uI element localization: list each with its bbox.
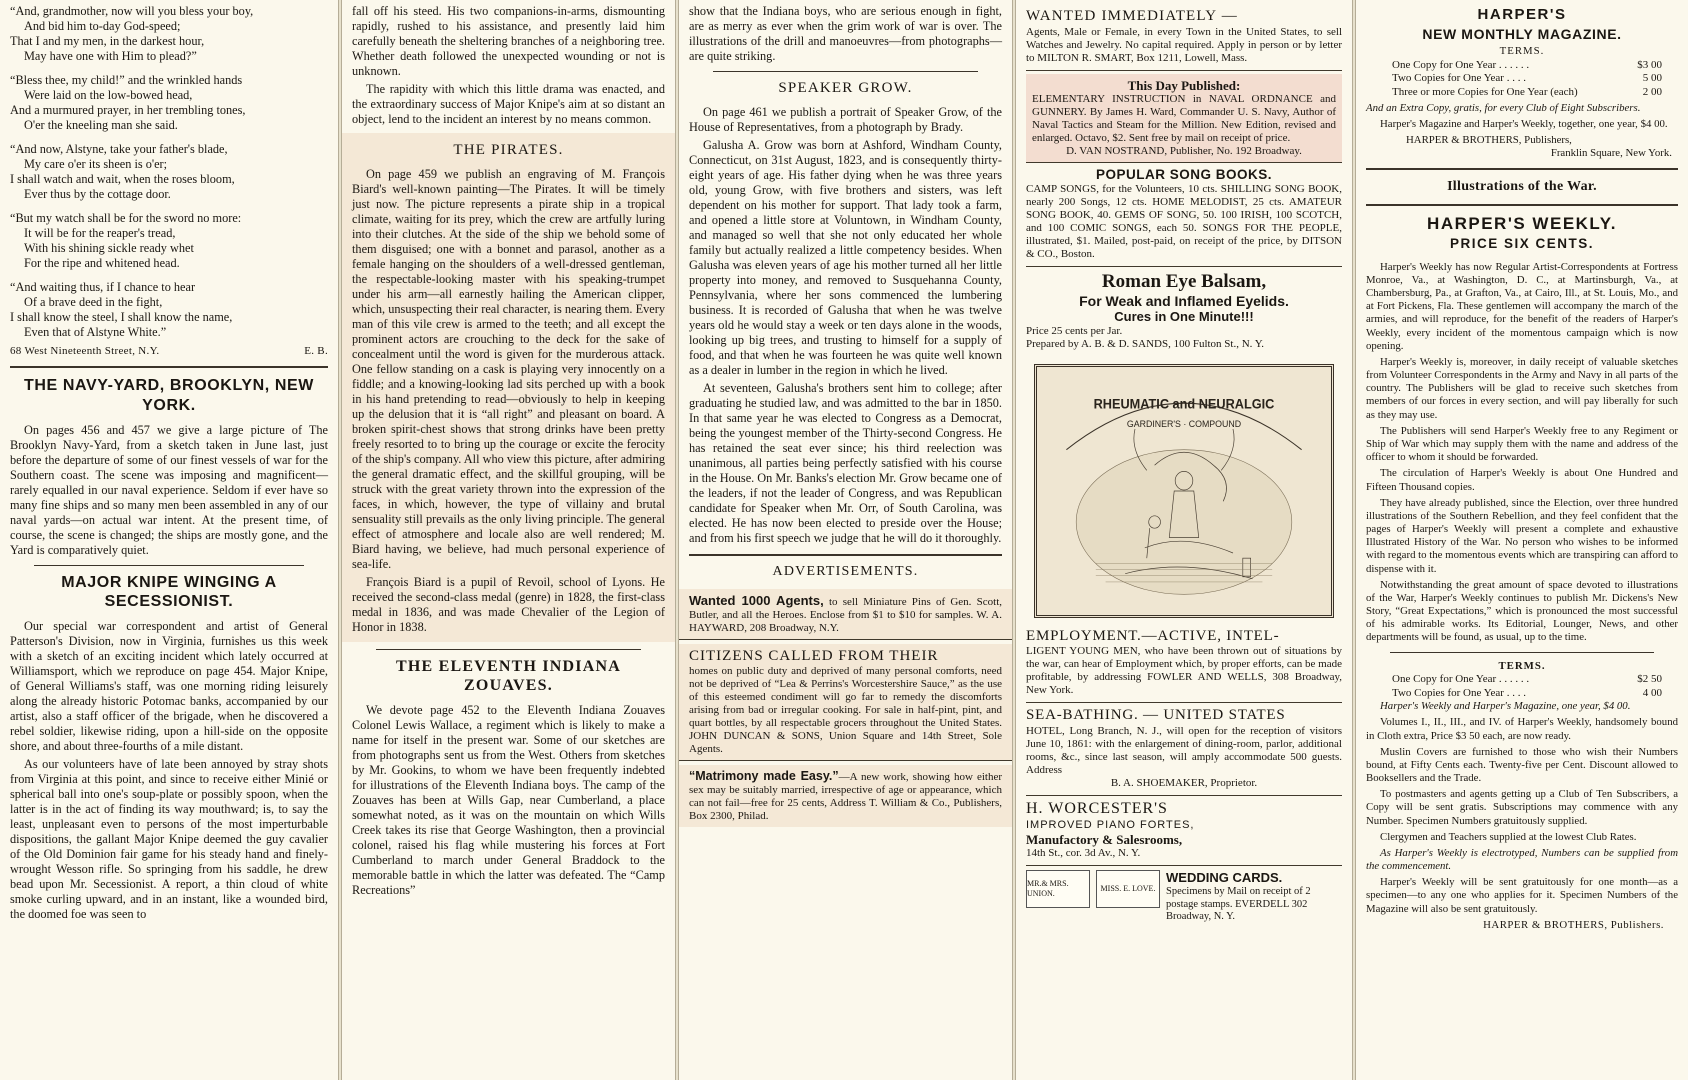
illustrations-heading: Illustrations of the War. <box>1447 179 1597 195</box>
speaker-grow-text-1: On page 461 we publish a portrait of Speaker Grow, of the House of Representatives, from a photograph by Brady. <box>689 105 1002 134</box>
divider <box>1366 204 1678 206</box>
pirates-text-2: François Biard is a pupil of Revoil, school of Lyons. He received the second-class medal (genre) in 1828, the first-class medal in 1836, and was made Chevalier of the Legion of Honor in 1838. <box>352 575 665 634</box>
divider <box>713 71 978 72</box>
knipe-continued: fall off his steed. His two companions-in-arms, dismounting rapidly, rushed to his assistance, and presently laid him carefully beneath the sheltering branches of a neighboring tree. Whether death followed the unexpected wounding or not is unknown. <box>352 4 665 78</box>
navy-yard-headline: THE NAVY-YARD, BROOKLYN, NEW YORK. <box>23 377 315 414</box>
divider <box>376 649 641 650</box>
pirates-text-1: On page 459 we publish an engraving of M. François Biard's well-known painting—The Pirates. It will be timely just now. The picture represents a pirate ship in a tropical climate, waiting for its prey, which the crew are artfully luring into their clutches. At the side of the ship we behold some of them disguised; one with a bonnet and parasol, another as a female hanging on the shoulders of a well-dressed gentleman, the respectable-looking master with his speaking-trumpet under his arm—all earnestly hailing the American clipper, which, unsuspecting their real character, is nearing them. Every man of this vile crew is armed to the teeth; and all except the prominent actors are crouching to the deck for the sake of concealment until the word is given for the murderous attack. One fellow standing on a cask is playing very innocently on a fiddle; and a knowing-looking lad sits perched up with a book in his hand pretending to read—obviously to help in keeping up the delusion that it is “all right” and pleasant on board. A broken spirit-chest shows that strong drinks have been pretty freely resorted to to bring up the courage or excite the ferocity of the ship's company. All who view this picture, after admiring the general dramatic effect, and the skillful grouping, will be struck with the great variety thrown into the expression of the faces, in which, however, the type of villainy and brutal sensuality still prevails as the only living principle. The general effect of atmosphere and locale also are well rendered; M. Biard having, we believe, had much personal experience of sea-life. <box>352 167 665 571</box>
weekly-description: Harper's Weekly has now Regular Artist-Correspondents at Fortress Monroe, Va., at Washington, D. C., at Martinsburgh, Va., at Chambersburg, Pa., at Grafton, Va., at Cairo, Ill., at St. Louis, Mo., and at Fort Pickens, Fla. These gentlemen will accompany the march of the armies, and will reproduce, for the benefit of the readers of Harper's Weekly, every incident of the momentous campaign which is now opening. Harper's Weekly is, moreover, in daily receipt of valuable sketches from Volunteer Correspondents in the Army and Navy in all parts of the country. The Publishers will be glad to receive such sketches from members of our forces in every section, and will pay liberally for such as they may use. The Publishers will send Harper's Weekly free to any Regiment or Ship of War which may supply them with the name and address of the officer to whom it should be forwarded. The circulation of Harper's Weekly is about One Hundred and Fifteen Thousand copies. They have already published, since the Election, over three hundred illustrations of the Southern Rebellion, and they feel confident that the pages of Harper's Weekly will present a complete and exhaustive Illustrated History of the War. No person who wishes to be informed with regard to the momentous events which are transpiring can afford to dispense with it. Notwithstanding the great amount of space devoted to illustrations of the War, Harper's Weekly continues to publish Mr. Dickens's New Story, “Great Expectations,” which is pronounced the most successful of his admirable works. Its Editorial, Lounger, News, and other departments will be found, as usual, up to the time. <box>1366 260 1678 644</box>
advertisements-headline: ADVERTISEMENTS. <box>772 564 919 579</box>
divider <box>689 554 1002 556</box>
major-knipe-headline: MAJOR KNIPE WINGING A SECESSIONIST. <box>61 573 277 610</box>
zouaves-continued: show that the Indiana boys, who are serious enough in fight, are as merry as ever when the grim work of war is over. The illustrations of the drill and manoeuvres—from photographs—are quite striking. <box>689 4 1002 63</box>
zouaves-text: We devote page 452 to the Eleventh Indiana Zouaves Colonel Lewis Wallace, a regiment which is likely to make a name for itself in the present war. Some of our sketches are from photographs sent us from the West. Others from sketches by Mr. Gookins, to whom we have been frequently indebted for illustrations of the Eleventh Indiana boys. The camp of the Zouaves has been at Wills Gap, near Cumberland, a place somewhat noted, as it was on the mountain on which Wills Creek takes its rise that George Washington, then a provincial colonel, raised his flag while mustering his forces at Fort Cumberland to march under General Braddock to the memorable battle in which the latter was defeated. The “Camp Recreations” <box>352 703 665 898</box>
engraving-illustration <box>1037 367 1331 615</box>
plate-title: RHEUMATIC and NEURALGIC <box>1093 395 1275 412</box>
ad-employment: EMPLOYMENT.—ACTIVE, INTEL- LIGENT YOUNG MEN, who have been thrown out of situations by the war, can hear of Employment which, by proper efforts, can be made profitable, by addressing FOWLER AND WELLS, 308 Broadway, New York. <box>1026 624 1342 704</box>
major-knipe-text-2: As our volunteers have of late been annoyed by stray shots from Virginia at this point, and since to receive either Minié or spherical ball into one's soup-plate or possibly spoon, when the latter is in the act of finding its way mouthward; is, to say the least, unpleasant even to persons of the most imperturbable dispositions, the gallant Major Knipe deemed the guy cavalier of the Old Dominion fair game for his steady hand and finely-wrought Wesson rifle. So springing from his saddle, he drew bead upon Mr. Secessionist. A report, a thin cloud of white smoke curling upward, and in an instant, like a wounded bird, the doomed foe was seen to <box>10 757 328 922</box>
terms-heading: TERMS. <box>1499 45 1545 58</box>
wedding-card-sample-1: MR.& MRS. UNION. <box>1026 870 1090 908</box>
navy-yard-text: On pages 456 and 457 we give a large picture of The Brooklyn Navy-Yard, from a sketch taken in June last, just before the departure of some of our finest vessels of war for the Southern coast. The scene was imposing and magnificent—rarely equalled in our naval experience. Seldom if ever have so many fine ships and so many men been assembled in any of our naval yards—on actual war intent. At the present time, of course, the scene is changed; the ships are mostly gone, and the Yard is comparatively quiet. <box>10 422 328 557</box>
weekly-terms: One Copy for One Year . . . . . . $2 50 Two Copies for One Year . . . . 4 00 <box>1392 672 1662 699</box>
publisher-name: HARPER & BROTHERS, Publishers, <box>1406 134 1572 147</box>
ad-citizens: CITIZENS CALLED FROM THEIR homes on public duty and deprived of many personal comforts, need not be deprived of “Lea & Perrins's Worcestershire Sauce,” as the use of this esteemed condiment will go far to remedy the discomforts arising from bad or irregular cooking. For sale in half-pint, pint, and quart bottles, by all respectable grocers throughout the United States. JOHN DUNCAN & SONS, Union Square and 14th Street, Sole Agents. <box>679 644 1012 761</box>
divider <box>1366 168 1678 170</box>
gardiners-compound-engraving <box>1034 364 1334 618</box>
ad-song-books: POPULAR SONG BOOKS. CAMP SONGS, for the Volunteers, 10 cts. SHILLING SONG BOOK, nearly 200 Songs, 12 cts. HOME MELODIST, 25 cts. AMATEUR SONG BOOK, 40. GEMS OF SONG, 50. 100 IRISH, 100 SCOTCH, and 100 COMIC SONGS, each 50. SONGS FOR THE PEOPLE, illustrated, $1. Mailed, post-paid, on receipt of the price, by DITSON & CO., Boston. <box>1026 163 1342 267</box>
poem-stanza-2: “Bless thee, my child!” and the wrinkled hands Were laid on the low-bowed head, And a murmured prayer, in her trembling tones, O'er the kneeling man she said. <box>10 73 246 132</box>
poem-signature <box>10 345 328 358</box>
divider <box>34 565 304 566</box>
ad-wanted-immediately: WANTED IMMEDIATELY — Agents, Male or Female, in every Town in the United States, to sell Watches and Jewelry. No capital required. Apply in person or by letter to MILTON R. SMART, Box 1211, Lowell, Mass. <box>1026 4 1342 71</box>
column-5 <box>1356 0 1688 1080</box>
column-1 <box>0 0 338 1080</box>
poem-stanza-4: “But my watch shall be for the sword no more: It will be for the reaper's tread, With his shining sickle ready whet For the ripe and whitened head. <box>10 211 242 270</box>
poem-stanza-3: “And now, Alstyne, take your father's blade, My care o'er its sheen is o'er; I shall watch and wait, when the roses bloom, Ever thus by the cottage door. <box>10 142 235 201</box>
ad-roman-eye-balsam: Roman Eye Balsam, For Weak and Inflamed Eyelids. Cures in One Minute!!! Price 25 cents per Jar. Prepared by A. B. & D. SANDS, 100 Fulton St., N. Y. <box>1026 270 1289 350</box>
ad-this-day-published: This Day Published: ELEMENTARY INSTRUCTION in NAVAL ORDNANCE and GUNNERY. By James H. Ward, Commander U. S. Navy, Author of Naval Tactics and Steam for the Million. New Edition, revised and enlarged. Octavo, $2. Sent free by mail on receipt of price. D. VAN NOSTRAND, Publisher, No. 192 Broadway. <box>1026 74 1342 163</box>
poem-address: 68 West Nineteenth Street, N.Y. <box>10 345 160 357</box>
ad-matrimony: “Matrimony made Easy.”—A new work, showing how either sex may be suitably married, irrespective of age or appearance, which can not fail—free for 25 cents, Address T. William & Co., Publishers, Box 2300, Philad. <box>679 765 1012 827</box>
magazine-terms: One Copy for One Year . . . . . . $3 00 Two Copies for One Year . . . . 5 00 Three or more Copies for One Year (each) 2 00 <box>1392 58 1662 99</box>
speaker-grow-text-3: At seventeen, Galusha's brothers sent him to college; after graduating he studied law, and was admitted to the bar in 1850. In that same year he was elected to Congress as a Democrat, being the youngest member of the Thirty-second Congress. He has retained the seat ever since; his third reelection was unanimous, all parties being perfectly satisfied with his course in the House. On Mr. Banks's election Mr. Grow became one of the leaders, if not the leader of Congress, and was Republican candidate for Speaker when Mr. Orr, of South Carolina, was elected. He has now been elected to preside over the House; and from his first speech we judge that he will do it thoroughly. <box>689 381 1002 545</box>
weekly-terms-heading: TERMS. <box>1498 659 1546 672</box>
monthly-magazine-title: NEW MONTHLY MAGAZINE. <box>1422 26 1622 43</box>
column-2 <box>342 0 675 1080</box>
magazine-combo: Harper's Magazine and Harper's Weekly, together, one year, $4 00. <box>1380 117 1668 130</box>
weekly-terms-text: Harper's Weekly and Harper's Magazine, one year, $4 00. Volumes I., II., III., and IV. of Harper's Weekly, handsomely bound in Cloth extra, Price $3 50 each, are now ready. Muslin Covers are furnished to those who wish their Numbers bound, at Fifty Cents each. Twenty-five per Cent. Discount allowed to Booksellers and the Trade. To postmasters and agents getting up a Club of Ten Subscribers, a Copy will be sent gratis. Subscriptions may commence with any Number. Specimen Numbers gratuitously supplied. Clergymen and Teachers supplied at the lowest Club Rates. As Harper's Weekly is electrotyped, Numbers can be supplied from the commencement. Harper's Weekly will be sent gratuitously for one month—as a specimen—to any one who applies for it. Specimen Numbers of the Magazine will also be sent gratuitously. <box>1366 700 1678 915</box>
publisher-address: Franklin Square, New York. <box>1550 147 1672 160</box>
column-3 <box>679 0 1012 1080</box>
plate-subtitle: GARDINER'S · COMPOUND <box>1126 418 1242 429</box>
wedding-card-sample-2: MISS. E. LOVE. <box>1096 870 1160 908</box>
ad-sea-bathing: SEA-BATHING. — UNITED STATES HOTEL, Long Branch, N. J., will open for the reception of visitors June 10, 1861: with the enlargement of dining-room, parlor, additional rooms, &c., since last season, will amply accommodate 500 guests. Address B. A. SHOEMAKER, Proprietor. <box>1026 703 1342 796</box>
speaker-grow-headline: SPEAKER GROW. <box>778 80 913 96</box>
magazine-extra-copy: And an Extra Copy, gratis, for every Club of Eight Subscribers. <box>1366 101 1641 114</box>
harpers-title: HARPER'S <box>1477 6 1567 23</box>
knipe-continued-2: The rapidity with which this little drama was enacted, and the extraordinary success of Major Knipe's aim at so distant an object, lend to the incident an interest by no means common. <box>352 82 665 126</box>
poem-stanza-1: “And, grandmother, now will you bless your boy, And bid him to-day God-speed; That I and my men, in the darkest hour, May have one with Him to plead?” <box>10 4 254 63</box>
price-heading: PRICE SIX CENTS. <box>1449 236 1595 252</box>
major-knipe-text-1: Our special war correspondent and artist of General Patterson's Division, now in Virginia, furnishes us this week with a sketch of an exciting incident which lately occurred at Williamsport, which we reproduce on page 454. Major Knipe, of General Williams's staff, was one morning riding leisurely along the already historic Potomac banks, accompanied by our artist, also a staff officer of the brigade, when he discovered a rebel soldier, likewise riding, upon a hill-side on the opposite shore, and about three-fourths of a mile distant. <box>10 619 328 754</box>
poem-initials: E. B. <box>304 345 328 357</box>
zouaves-headline: THE ELEVENTH INDIANA ZOUAVES. <box>396 658 621 695</box>
pirates-headline: THE PIRATES. <box>453 142 564 158</box>
ad-wedding-cards: MR.& MRS. UNION. MISS. E. LOVE. WEDDING CARDS. Specimens by Mail on receipt of 2 postage stamps. EVERDELL 302 Broadway, N. Y. <box>1027 869 1311 923</box>
pirates-section <box>342 133 675 642</box>
poem-stanza-5: “And waiting thus, if I chance to hear Of a brave deed in the fight, I shall know the steel, I shall know the name, Even that of Alstyne White.” <box>10 280 233 339</box>
weekly-publisher-signature: HARPER & BROTHERS, Publishers. <box>1483 918 1664 931</box>
divider <box>10 366 328 368</box>
speaker-grow-text-2: Galusha A. Grow was born at Ashford, Windham County, Connecticut, on 31st August, 1823, and is consequently thirty-eight years of age. His father dying when he was three years old, young Grow, with five brothers and sisters, was left dependent on his mother for support. That lady took a farm, and opened a little store at Voluntown, in Windham County, and managed so well that she not only educated her whole family but actually realized a little competency besides. When Galusha was eleven years of age his mother turned all her little property into money, and removed to Susquehanna County, Pennsylvania, where her sons commenced the lumbering business. It is recorded of Galusha that when he was twelve years old he would stay a week or ten days alone in the woods, looking up big trees, and trusting to himself for a supply of food, and that when he was fourteen he was quite well known as a dealer in lumber in the region in which he lived. <box>689 138 1002 377</box>
column-4 <box>1016 0 1352 1080</box>
ad-worcester-pianos: H. WORCESTER'S IMPROVED PIANO FORTES, Manufactory & Salesrooms, 14th St., cor. 3d Av., N. Y. <box>1026 796 1342 866</box>
harpers-weekly-title: HARPER'S WEEKLY. <box>1427 213 1617 233</box>
ad-wanted-agents: Wanted 1000 Agents, to sell Miniature Pins of Gen. Scott, Butler, and all the Heroes. Enclose from $1 to $10 for samples. W. A. HAYWARD, 208 Broadway, N.Y. <box>679 589 1012 640</box>
divider <box>1390 652 1654 653</box>
